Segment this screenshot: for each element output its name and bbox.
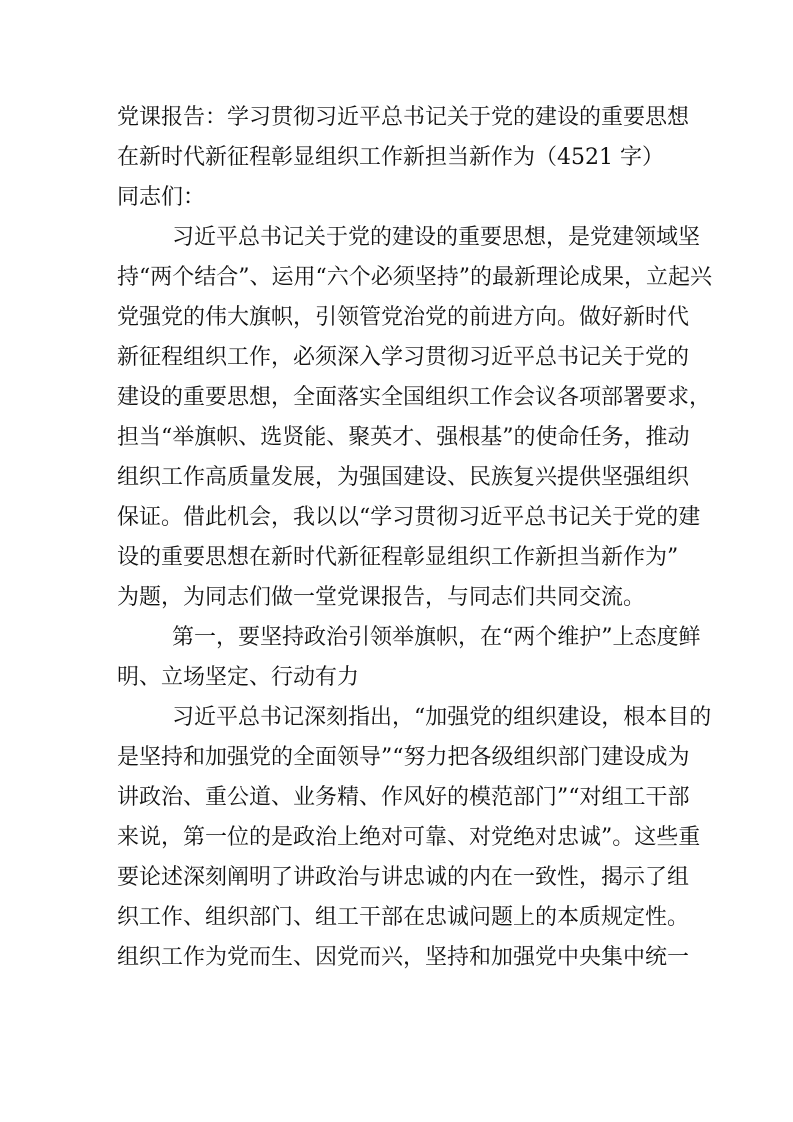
paragraph-line: 设的重要思想在新时代新征程彰显组织工作新担当新作为”: [117, 545, 679, 570]
paragraph-line: 组织工作为党而生、因党而兴，坚持和加强党中央集中统一: [117, 945, 690, 970]
paragraph-line: 讲政治、重公道、业务精、作风好的模范部门”“对组工干部: [117, 785, 690, 810]
paragraph-section-1: [117, 698, 712, 978]
paragraph-line: 是坚持和加强党的全面领导”“努力把各级组织部门建设成为: [117, 745, 690, 770]
paragraph-line: 习近平总书记关于党的建设的重要思想，是党建领域坚: [172, 225, 701, 250]
heading-line: 第一，要坚持政治引领举旗帜，在“两个维护”上态度鲜: [172, 625, 701, 650]
paragraph-line: 担当“举旗帜、选贤能、聚英才、强根基”的使命任务，推动: [117, 425, 690, 450]
paragraph-line: 为题，为同志们做一堂党课报告，与同志们共同交流。: [117, 585, 646, 610]
paragraph-line: 来说，第一位的是政治上绝对可靠、对党绝对忠诚”。这些重: [117, 825, 701, 850]
paragraph-line: 织工作、组织部门、组工干部在忠诚问题上的本质规定性。: [117, 905, 690, 930]
paragraph-line: 党强党的伟大旗帜，引领管党治党的前进方向。做好新时代: [117, 305, 690, 330]
paragraph-line: 习近平总书记深刻指出，“加强党的组织建设，根本目的: [172, 705, 712, 730]
title-line: 在新时代新征程彰显组织工作新担当新作为（4521 字）: [117, 145, 664, 170]
heading-line: 明、立场坚定、行动有力: [117, 665, 360, 690]
paragraph-line: 组织工作高质量发展，为强国建设、民族复兴提供坚强组织: [117, 465, 690, 490]
paragraph-line: 持“两个结合”、运用“六个必须坚持”的最新理论成果，立起兴: [117, 265, 712, 290]
document-page: [117, 98, 712, 978]
paragraph-line: 新征程组织工作，必须深入学习贯彻习近平总书记关于党的: [117, 345, 690, 370]
section-heading-1: [117, 618, 701, 698]
paragraph-intro: [117, 218, 712, 618]
paragraph-line: 要论述深刻阐明了讲政治与讲忠诚的内在一致性，揭示了组: [117, 865, 690, 890]
paragraph-line: 建设的重要思想，全面落实全国组织工作会议各项部署要求，: [117, 385, 712, 410]
paragraph-line: 保证。借此机会，我以以“学习贯彻习近平总书记关于党的建: [117, 505, 701, 530]
title-line: 党课报告：学习贯彻习近平总书记关于党的建设的重要思想: [117, 105, 690, 130]
salutation: 同志们：: [117, 185, 206, 210]
